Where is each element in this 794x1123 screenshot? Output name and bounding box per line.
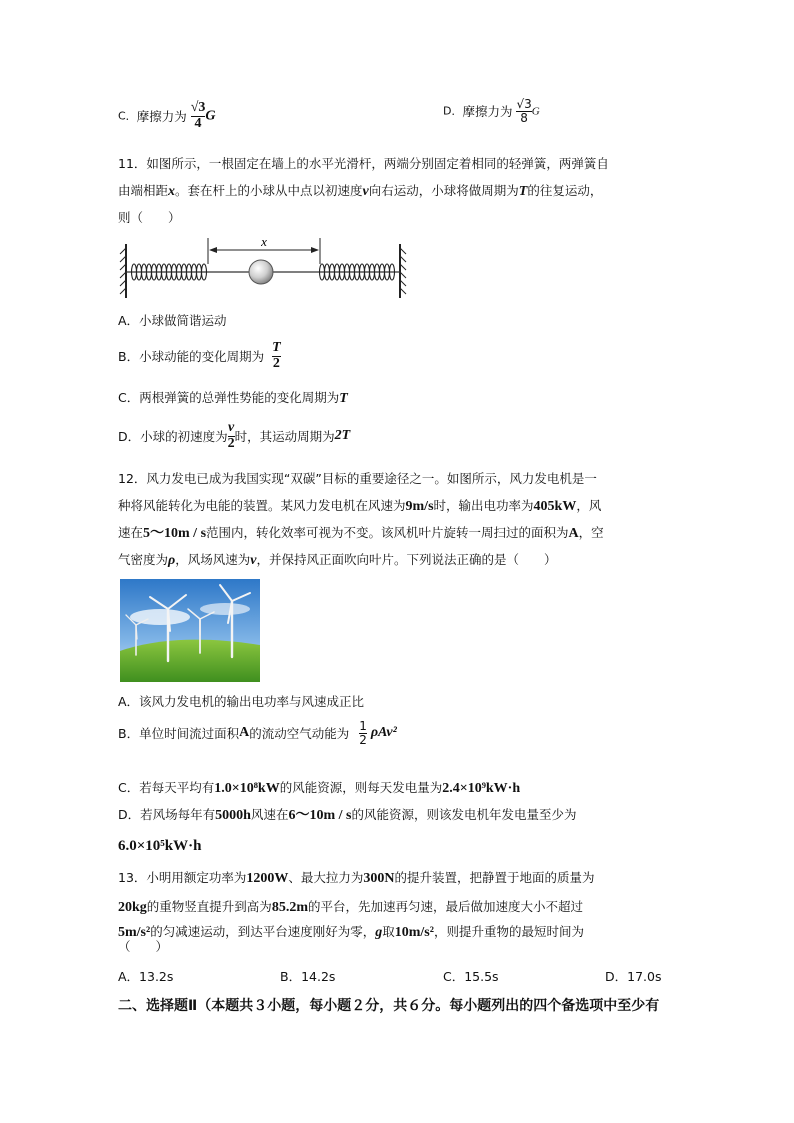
q11-option-a: A．小球做简谐运动	[118, 313, 227, 328]
q12-line-4: 气密度为ρ，风场风速为v，并保持风正面吹向叶片。下列说法正确的是（ ）	[118, 552, 557, 568]
wind-turbine-photo	[120, 579, 260, 682]
q12-line-1: 12．风力发电已成为我国实现“双碳”目标的重要途径之一。如图所示，风力发电机是一	[118, 471, 597, 486]
q11-option-d: D．小球的初速度为 $\frac{v}{2}$ 时，其运动周期为2T	[118, 420, 351, 451]
spring-figure	[118, 232, 408, 302]
q13-line-4: （ ）	[118, 939, 169, 954]
q13-line-3: 5m/s²的匀减速运动，到达平台速度刚好为零，g取10m/s²，则提升重物的最短时间为	[118, 924, 584, 940]
fraction: $\frac{√3}{4}$	[190, 100, 206, 131]
q12-option-d-value: 6.0×10⁵kW·h	[118, 838, 202, 854]
cloud	[200, 603, 250, 615]
q10-option-d: D．摩擦力为 $\frac{√3}{8}$ G	[443, 97, 540, 125]
q13-option-b: B．14.2s	[280, 969, 336, 984]
q10-option-c: C．摩擦力为 $\frac{√3}{4}$ G	[118, 100, 216, 131]
q11-option-b: B．小球动能的变化周期为 $\frac{T}{2}$	[118, 340, 281, 371]
q13-option-c: C．15.5s	[443, 969, 499, 984]
q13-line-1: 13．小明用额定功率为1200W、最大拉力为300N的提升装置，把静置于地面的质量为	[118, 870, 595, 886]
q13-option-a: A．13.2s	[118, 969, 174, 984]
q13-option-d: D．17.0s	[605, 969, 662, 984]
q11-line-2: 由端相距x。套在杆上的小球从中点以初速度v向右运动，小球将做周期为T的往复运动，	[118, 183, 603, 199]
cloud	[130, 609, 190, 625]
ball	[249, 260, 273, 284]
q12-option-b: B．单位时间流过面积A的流动空气动能为 $\frac{1}{2}$ ρAv²	[118, 719, 397, 747]
q11-line-1: 11．如图所示，一根固定在墙上的水平光滑杆，两端分别固定着相同的轻弹簧，两弹簧自	[118, 156, 609, 171]
q12-option-d: D．若风场每年有5000h风速在6～10m / s的风能资源，则该发电机年发电量至少为	[118, 807, 577, 823]
section-2-heading: 二、选择题Ⅱ（本题共３小题，每小题２分，共６分。每小题列出的四个备选项中至少有	[118, 998, 660, 1014]
fraction: $\frac{v}{2}$	[227, 420, 235, 451]
fraction: $\frac{1}{2}$	[359, 719, 367, 747]
fraction: $\frac{T}{2}$	[272, 340, 281, 371]
q12-line-3: 速在5～10m / s范围内，转化效率可视为不变。该风机叶片旋转一周扫过的面积为A，空	[118, 525, 604, 541]
dim-arrow-left	[209, 247, 217, 253]
dim-label: x	[261, 234, 267, 249]
q12-option-a: A．该风力发电机的输出电功率与风速成正比	[118, 694, 365, 709]
dim-arrow-right	[311, 247, 319, 253]
q12-option-c: C．若每天平均有1.0×10⁸kW的风能资源，则每天发电量为2.4×10⁹kW·h	[118, 780, 521, 796]
hill	[120, 640, 260, 682]
q13-line-2: 20kg的重物竖直提升到高为85.2m的平台，先加速再匀速，最后做加速度大小不超过	[118, 899, 583, 915]
q11-line-3: 则（ ）	[118, 210, 181, 225]
fraction: $\frac{√3}{8}$	[516, 97, 532, 125]
q11-option-c: C．两根弹簧的总弹性势能的变化周期为T	[118, 390, 348, 406]
q12-line-2: 种将风能转化为电能的装置。某风力发电机在风速为9m/s时，输出电功率为405kW，风	[118, 498, 602, 514]
